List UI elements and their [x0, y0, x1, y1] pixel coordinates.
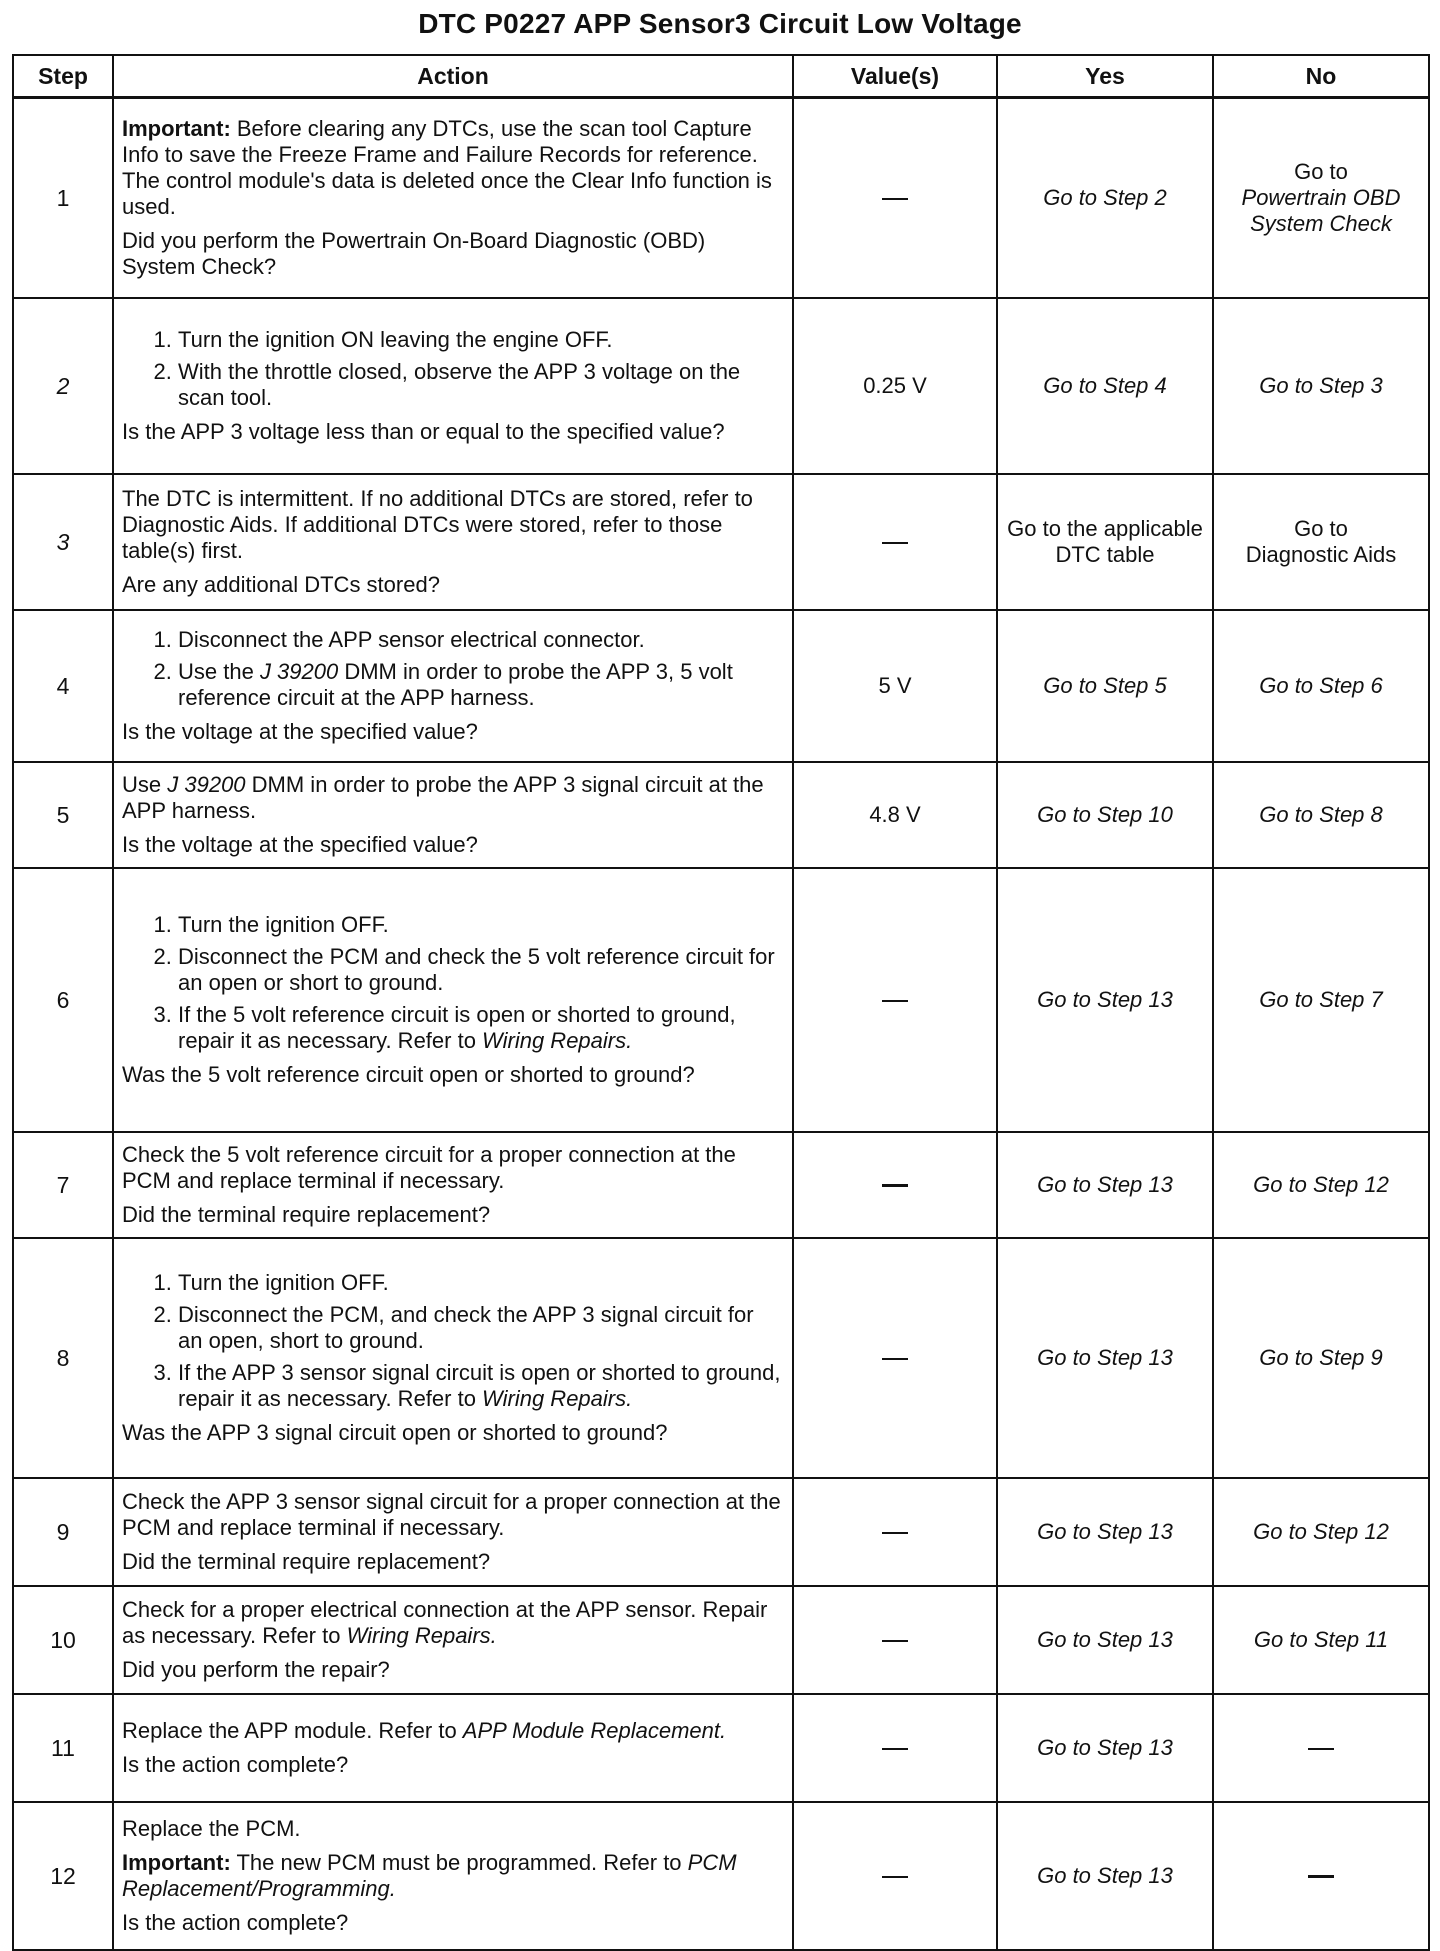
action-cell [113, 762, 793, 868]
action-item: 1. Turn the ignition OFF. [178, 912, 784, 938]
action-cell [113, 1478, 793, 1586]
no-prefix: Go to [1294, 515, 1348, 541]
value-cell [793, 1478, 997, 1586]
value-cell: 0.25 V [793, 298, 997, 474]
yes-cell: Go to Step 13 [997, 1478, 1213, 1586]
value-cell [793, 1238, 997, 1478]
step-number: 5 [13, 762, 113, 868]
no-cell [1213, 1694, 1429, 1802]
table-row [13, 868, 1429, 1132]
question-text: Did the terminal require replacement? [122, 1201, 491, 1227]
reference-link[interactable]: Wiring Repairs. [482, 1027, 633, 1053]
step-number: 11 [13, 1694, 113, 1802]
table-row [13, 1238, 1429, 1478]
dash-mark [882, 1358, 908, 1360]
question-text: Is the APP 3 voltage less than or equal to the specified value? [122, 418, 725, 444]
yes-cell: Go to Step 13 [997, 868, 1213, 1132]
step-number: 9 [13, 1478, 113, 1586]
header-step: Step [13, 55, 113, 98]
dash-mark [882, 542, 908, 544]
action-cell [113, 98, 793, 298]
action-text: Check the 5 volt reference circuit for a proper connection at the PCM and replace terminal if necessary. [122, 1141, 736, 1193]
table-row [13, 610, 1429, 762]
dash-mark [882, 1184, 908, 1187]
reference-link[interactable]: Wiring Repairs. [482, 1385, 633, 1411]
action-cell [113, 1802, 793, 1950]
action-item-text: Use the [178, 658, 260, 684]
action-cell [113, 1238, 793, 1478]
value-cell [793, 1586, 997, 1694]
tool-name: J 39200 [167, 771, 246, 797]
table-row [13, 762, 1429, 868]
action-item [178, 1002, 784, 1054]
question-text: Did you perform the Powertrain On-Board Diagnostic (OBD) System Check? [122, 227, 706, 279]
table-row [13, 98, 1429, 298]
action-cell [113, 298, 793, 474]
important-text: The new PCM must be programmed. Refer to [230, 1849, 688, 1875]
action-text: DMM in order to probe the APP 3 signal circuit at the APP harness. [122, 771, 764, 823]
header-yes: Yes [997, 55, 1213, 98]
question-text: Is the action complete? [122, 1751, 349, 1777]
reference-link[interactable]: PCM Replacement/Programming. [122, 1849, 737, 1901]
action-item-text: DMM in order to probe the APP 3, 5 volt reference circuit at the APP harness. [178, 658, 733, 710]
value-cell [793, 1802, 997, 1950]
dash-mark [1308, 1748, 1334, 1750]
value-cell: 4.8 V [793, 762, 997, 868]
no-cell: Go to Step 7 [1213, 868, 1429, 1132]
step-number: 4 [13, 610, 113, 762]
yes-cell: Go to Step 2 [997, 98, 1213, 298]
reference-link[interactable]: Wiring Repairs. [346, 1622, 497, 1648]
step-number: 8 [13, 1238, 113, 1478]
dash-mark [1308, 1875, 1334, 1878]
step-number: 6 [13, 868, 113, 1132]
action-cell [113, 1586, 793, 1694]
reference-link[interactable]: APP Module Replacement. [462, 1717, 727, 1743]
question-text: Is the voltage at the specified value? [122, 831, 478, 857]
value-cell [793, 98, 997, 298]
yes-cell: Go to the applicable DTC table [997, 474, 1213, 610]
question-text: Did you perform the repair? [122, 1656, 390, 1682]
table-row [13, 1694, 1429, 1802]
header-no: No [1213, 55, 1429, 98]
step-number: 2 [13, 298, 113, 474]
header-action: Action [113, 55, 793, 98]
table-row [13, 298, 1429, 474]
question-text: Did the terminal require replacement? [122, 1548, 491, 1574]
diagnostic-table [12, 54, 1430, 1951]
table-row [13, 474, 1429, 610]
question-text: Was the APP 3 signal circuit open or shorted to ground? [122, 1419, 668, 1445]
no-cell: Go to Step 11 [1213, 1586, 1429, 1694]
page-title: DTC P0227 APP Sensor3 Circuit Low Voltage [418, 8, 1022, 39]
action-text: Replace the PCM. [122, 1815, 301, 1841]
yes-cell: Go to Step 5 [997, 610, 1213, 762]
action-item: 2. Disconnect the PCM, and check the APP 3 signal circuit for an open, short to ground. [178, 1302, 784, 1354]
action-item-text: If the APP 3 sensor signal circuit is open or shorted to ground, repair it as necessary. Refer to [178, 1359, 781, 1411]
action-cell [113, 1694, 793, 1802]
action-text: Use [122, 771, 168, 797]
yes-cell: Go to Step 10 [997, 762, 1213, 868]
no-reference: Powertrain OBD System Check [1241, 184, 1401, 236]
dash-mark [882, 1532, 908, 1534]
yes-cell: Go to Step 13 [997, 1802, 1213, 1950]
table-row [13, 1478, 1429, 1586]
action-cell [113, 474, 793, 610]
value-cell: 5 V [793, 610, 997, 762]
action-item: 2. With the throttle closed, observe the APP 3 voltage on the scan tool. [178, 359, 784, 411]
table-row [13, 1132, 1429, 1238]
action-item: 1. Disconnect the APP sensor electrical connector. [178, 627, 784, 653]
step-number: 1 [13, 98, 113, 298]
no-prefix: Go to [1294, 158, 1348, 184]
table-row [13, 1586, 1429, 1694]
important-text: Before clearing any DTCs, use the scan tool Capture Info to save the Freeze Frame and Failure Records for reference. The control module's data is deleted once the Clear Info function is used. [122, 115, 772, 219]
dash-mark [882, 1000, 908, 1002]
value-cell [793, 474, 997, 610]
action-cell [113, 1132, 793, 1238]
tool-name: J 39200 [259, 658, 339, 684]
table-row [13, 1802, 1429, 1950]
no-cell: Go to Step 12 [1213, 1132, 1429, 1238]
action-item-text: If the 5 volt reference circuit is open or shorted to ground, repair it as necessary. Refer to [178, 1001, 736, 1053]
value-cell [793, 1694, 997, 1802]
no-cell [1213, 1802, 1429, 1950]
action-item [178, 1360, 784, 1412]
dash-mark [882, 1748, 908, 1750]
question-text: Are any additional DTCs stored? [122, 571, 440, 597]
step-number: 7 [13, 1132, 113, 1238]
important-label: Important: [122, 115, 231, 141]
action-cell [113, 610, 793, 762]
table-header-row [13, 55, 1429, 98]
action-text: Check the APP 3 sensor signal circuit for a proper connection at the PCM and replace terminal if necessary. [122, 1488, 781, 1540]
header-values: Value(s) [793, 55, 997, 98]
question-text: Is the voltage at the specified value? [122, 718, 478, 744]
no-cell [1213, 474, 1429, 610]
yes-cell: Go to Step 13 [997, 1586, 1213, 1694]
action-item: 2. Disconnect the PCM and check the 5 volt reference circuit for an open or short to ground. [178, 944, 784, 996]
value-cell [793, 1132, 997, 1238]
no-cell: Go to Step 9 [1213, 1238, 1429, 1478]
action-item [178, 659, 784, 711]
no-cell: Go to Step 3 [1213, 298, 1429, 474]
yes-cell: Go to Step 13 [997, 1694, 1213, 1802]
action-text: Check for a proper electrical connection at the APP sensor. Repair as necessary. Refer to [122, 1596, 768, 1648]
action-text: The DTC is intermittent. If no additional DTCs are stored, refer to Diagnostic Aids. If additional DTCs were stored, refer to those table(s) first. [122, 485, 753, 563]
no-cell: Go to Step 6 [1213, 610, 1429, 762]
dash-mark [882, 198, 908, 200]
yes-cell: Go to Step 4 [997, 298, 1213, 474]
action-text: Replace the APP module. Refer to [122, 1717, 463, 1743]
no-cell [1213, 98, 1429, 298]
question-text: Was the 5 volt reference circuit open or shorted to ground? [122, 1061, 695, 1087]
step-number: 3 [13, 474, 113, 610]
question-text: Is the action complete? [122, 1909, 349, 1935]
no-cell: Go to Step 8 [1213, 762, 1429, 868]
step-number: 10 [13, 1586, 113, 1694]
no-cell: Go to Step 12 [1213, 1478, 1429, 1586]
value-cell [793, 868, 997, 1132]
action-cell [113, 868, 793, 1132]
yes-cell: Go to Step 13 [997, 1132, 1213, 1238]
dash-mark [882, 1640, 908, 1642]
step-number: 12 [13, 1802, 113, 1950]
yes-cell: Go to Step 13 [997, 1238, 1213, 1478]
dash-mark [882, 1876, 908, 1878]
action-item: 1. Turn the ignition OFF. [178, 1270, 784, 1296]
no-reference: Diagnostic Aids [1245, 541, 1397, 567]
important-label: Important: [122, 1849, 231, 1875]
action-item: 1. Turn the ignition ON leaving the engine OFF. [178, 327, 784, 353]
